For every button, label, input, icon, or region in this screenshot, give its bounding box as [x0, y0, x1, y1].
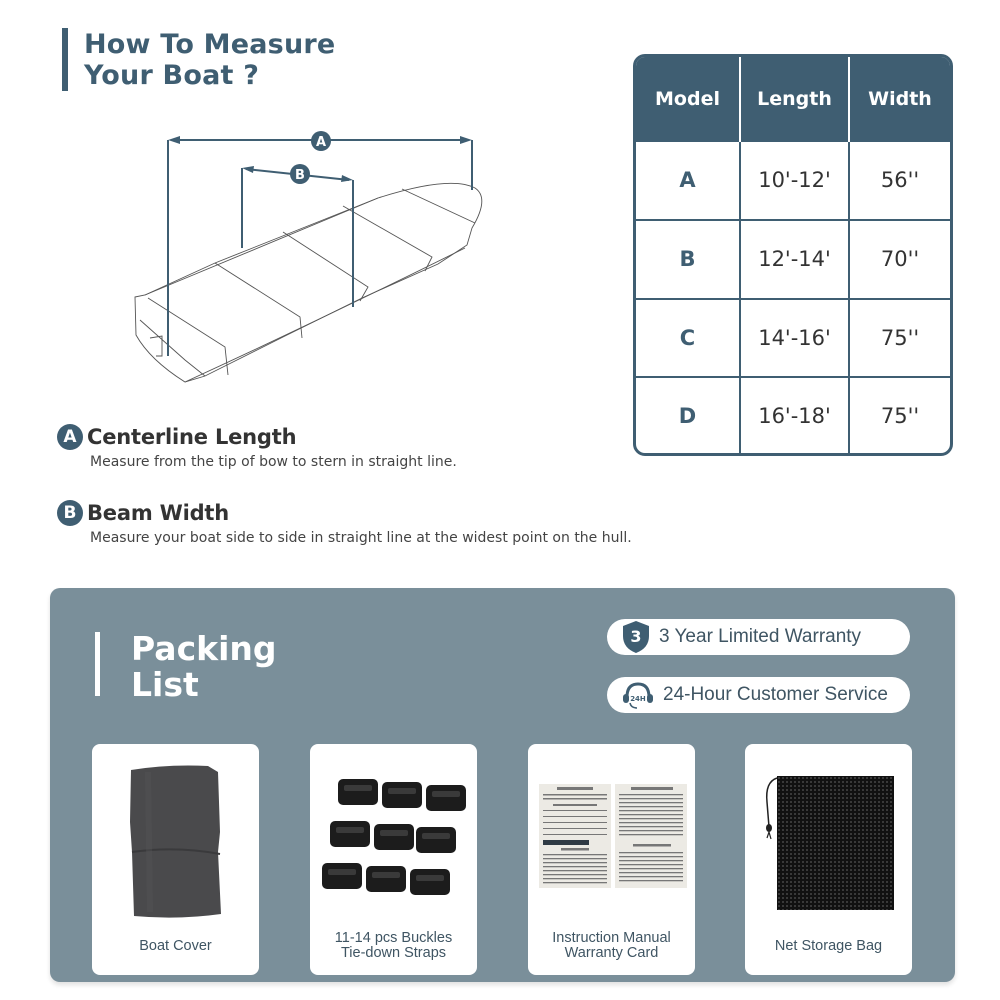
packing-list-panel — [50, 588, 955, 982]
packing-title-line-1: Packing — [131, 629, 277, 668]
table-row — [636, 299, 950, 378]
definition-title: Beam Width — [87, 501, 229, 525]
cell-length: 14'-16' — [740, 299, 849, 378]
cell-model: D — [636, 377, 740, 453]
packing-item-boat-cover — [92, 744, 259, 975]
item-label: 11-14 pcs Buckles Tie-down Straps — [334, 930, 453, 961]
title-line-1: How To Measure — [84, 29, 336, 60]
headset-24h-icon — [621, 680, 655, 710]
manual-warranty-image — [539, 784, 689, 889]
cell-length: 12'-14' — [740, 220, 849, 299]
warranty-label: 3 Year Limited Warranty — [659, 626, 862, 647]
buckles-straps-image — [318, 774, 468, 909]
page-title — [84, 29, 335, 91]
definition-description: Measure from the tip of bow to stern in straight line. — [90, 454, 457, 470]
table-row — [636, 377, 950, 453]
item-label: Instruction Manual Warranty Card — [552, 930, 671, 961]
table-row — [636, 141, 950, 220]
net-bag-image — [757, 772, 907, 912]
svg-text:A: A — [315, 135, 327, 150]
cell-width: 56'' — [849, 141, 950, 220]
boat-outline — [135, 183, 482, 382]
svg-text:24H: 24H — [630, 695, 646, 703]
cell-length: 16'-18' — [740, 377, 849, 453]
badge-a: A — [57, 424, 83, 450]
customer-service-label: 24-Hour Customer Service — [663, 684, 888, 705]
boat-cover-image — [128, 762, 224, 922]
definition-centerline-length — [57, 424, 457, 470]
marker-a — [311, 131, 331, 151]
warranty-badge — [607, 619, 910, 655]
packing-item-manual-warranty — [528, 744, 695, 975]
svg-text:3: 3 — [630, 627, 642, 646]
cell-model: A — [636, 141, 740, 220]
item-label: Boat Cover — [139, 938, 212, 954]
header-width: Width — [849, 57, 950, 141]
title-accent-bar — [62, 28, 68, 91]
marker-b — [290, 164, 310, 184]
item-label: Net Storage Bag — [774, 938, 883, 954]
definition-description: Measure your boat side to side in straight line at the widest point on the hull. — [90, 530, 632, 546]
header-model: Model — [636, 57, 740, 141]
svg-text:B: B — [295, 168, 305, 183]
definition-title: Centerline Length — [87, 425, 297, 449]
packing-title-line-2: List — [131, 665, 199, 704]
boat-diagram — [120, 120, 500, 400]
packing-item-net-bag — [745, 744, 912, 975]
packing-item-buckles-straps — [310, 744, 477, 975]
cell-model: C — [636, 299, 740, 378]
size-table — [633, 54, 953, 456]
definition-beam-width — [57, 500, 632, 546]
cell-model: B — [636, 220, 740, 299]
header-length: Length — [740, 57, 849, 141]
customer-service-badge — [607, 677, 910, 713]
badge-b: B — [57, 500, 83, 526]
cell-width: 70'' — [849, 220, 950, 299]
cell-width: 75'' — [849, 299, 950, 378]
title-line-2: Your Boat ? — [84, 60, 260, 91]
panel-accent-bar — [95, 632, 100, 696]
table-row — [636, 220, 950, 299]
shield-3-year-icon — [621, 620, 651, 654]
cell-length: 10'-12' — [740, 141, 849, 220]
packing-list-title — [131, 631, 277, 703]
cell-width: 75'' — [849, 377, 950, 453]
table-header-row — [636, 57, 950, 141]
